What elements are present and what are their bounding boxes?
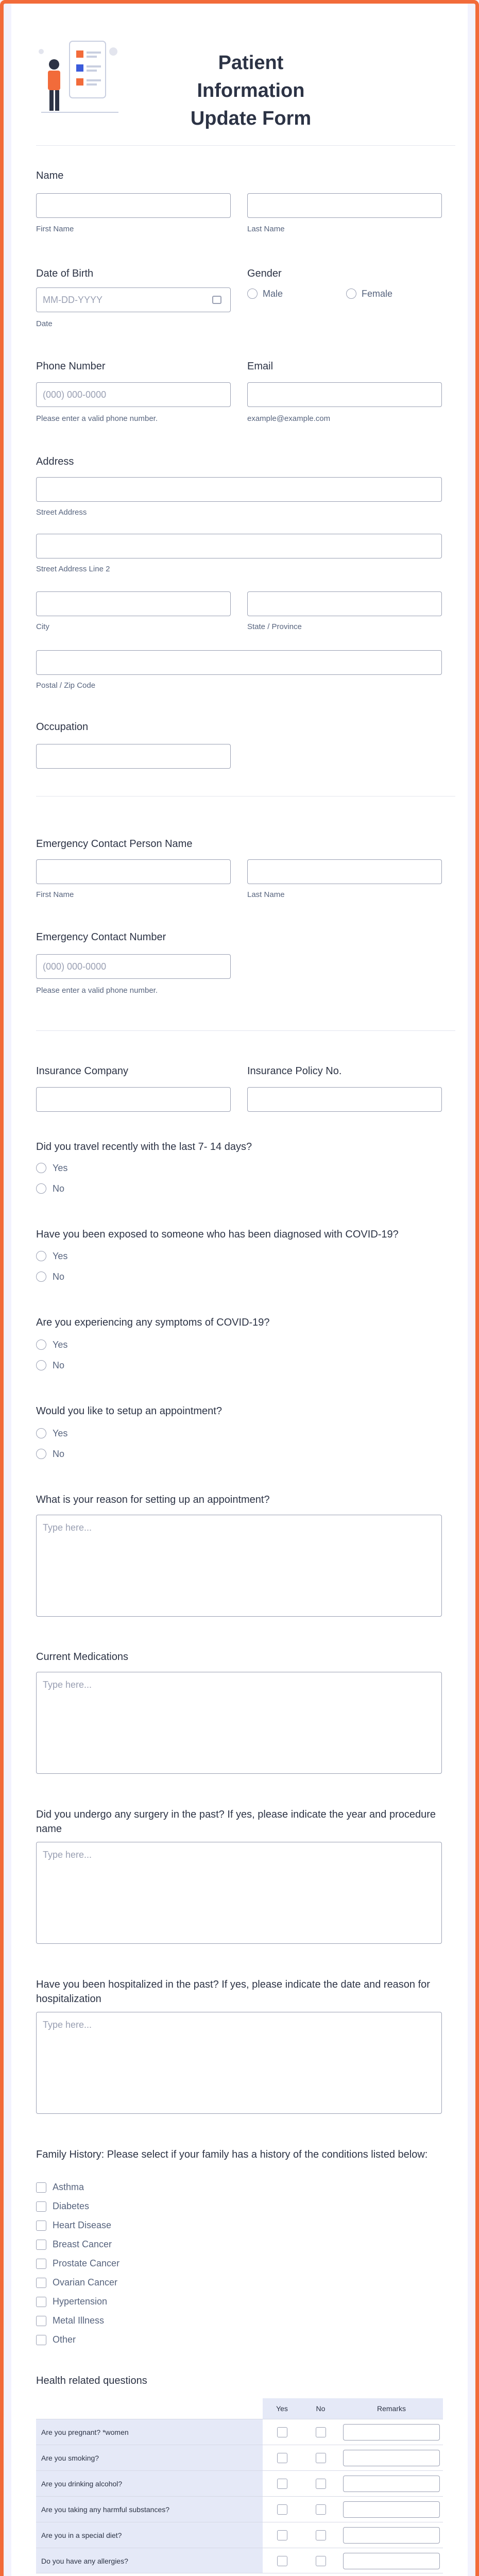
- medications-textarea[interactable]: [36, 1672, 442, 1774]
- no-checkbox[interactable]: [316, 2530, 326, 2540]
- checkbox[interactable]: [36, 2278, 46, 2288]
- symptoms-no-radio[interactable]: [36, 1360, 46, 1370]
- yes-checkbox[interactable]: [277, 2530, 287, 2540]
- appointment-no-radio[interactable]: [36, 1449, 46, 1459]
- family-item[interactable]: [36, 2197, 191, 2216]
- insurance-policy-input[interactable]: [247, 1087, 442, 1112]
- health-row: [36, 2419, 443, 2445]
- emergency-last-input[interactable]: [247, 859, 442, 884]
- emergency-phone-input[interactable]: [36, 954, 231, 979]
- page-title: Patient Information Update Form: [190, 52, 312, 129]
- travel-yes-label: Yes: [53, 1163, 68, 1173]
- family-item-label: Other: [53, 2334, 76, 2345]
- appointment-question: Would you like to setup an appointment?: [36, 1405, 222, 1417]
- appointment-yes-radio[interactable]: [36, 1428, 46, 1438]
- section-divider: [36, 1030, 455, 1031]
- name-label: Name: [36, 170, 64, 181]
- health-row-label: Are you drinking alcohol?: [41, 2480, 123, 2488]
- postal-input[interactable]: [36, 650, 442, 675]
- email-input[interactable]: [247, 382, 442, 407]
- street-sublabel: Street Address: [36, 508, 87, 517]
- dob-placeholder: MM-DD-YYYY: [43, 294, 102, 305]
- symptoms-question: Are you experiencing any symptoms of COVID-19?: [36, 1317, 270, 1328]
- health-row: [36, 2548, 443, 2573]
- travel-no-radio[interactable]: [36, 1183, 46, 1194]
- checkbox[interactable]: [36, 2221, 46, 2231]
- family-item-label: Hypertension: [53, 2296, 108, 2307]
- travel-question: Did you travel recently with the last 7- 14 days?: [36, 1141, 252, 1153]
- state-sublabel: State / Province: [247, 622, 302, 631]
- checkbox[interactable]: [36, 2316, 46, 2326]
- emergency-first-sublabel: First Name: [36, 890, 74, 899]
- remarks-input[interactable]: [343, 2424, 440, 2441]
- symptoms-yes-radio[interactable]: [36, 1340, 46, 1350]
- health-col-remarks: Remarks: [377, 2404, 406, 2413]
- reason-textarea[interactable]: [36, 1515, 442, 1617]
- hospitalized-label: Have you been hospitalized in the past? If yes, please indicate the date and reason for hospitalization: [36, 1979, 430, 2005]
- state-input[interactable]: [247, 591, 442, 616]
- family-item-label: Heart Disease: [53, 2220, 112, 2230]
- postal-sublabel: Postal / Zip Code: [36, 681, 96, 690]
- surgery-label: Did you undergo any surgery in the past? If yes, please indicate the year and procedure name: [36, 1809, 436, 1835]
- gender-label: Gender: [247, 268, 282, 279]
- health-row: [36, 2470, 443, 2496]
- phone-placeholder: (000) 000-0000: [43, 389, 107, 400]
- dob-input[interactable]: [36, 287, 231, 312]
- family-item[interactable]: [36, 2178, 191, 2197]
- emergency-name-label: Emergency Contact Person Name: [36, 838, 193, 850]
- remarks-input[interactable]: [343, 2476, 440, 2492]
- family-history-label: Family History: Please select if your family has a history of the conditions listed below:: [36, 2149, 428, 2160]
- family-item[interactable]: [36, 2235, 191, 2254]
- exposed-question: Have you been exposed to someone who has been diagnosed with COVID-19?: [36, 1229, 399, 1240]
- health-row: [36, 2445, 443, 2470]
- phone-label: Phone Number: [36, 361, 106, 372]
- reason-placeholder: Type here...: [43, 1522, 92, 1533]
- email-label: Email: [247, 361, 273, 372]
- last-name-sublabel: Last Name: [247, 225, 285, 233]
- family-item[interactable]: [36, 2255, 191, 2273]
- phone-sublabel: Please enter a valid phone number.: [36, 414, 158, 423]
- family-item-label: Diabetes: [53, 2201, 90, 2211]
- exposed-yes-label: Yes: [53, 1251, 68, 1261]
- family-item[interactable]: [36, 2331, 191, 2349]
- no-checkbox[interactable]: [316, 2479, 326, 2489]
- first-name-input[interactable]: [36, 193, 231, 218]
- checkbox[interactable]: [36, 2335, 46, 2345]
- dob-label: Date of Birth: [36, 268, 94, 279]
- checkbox[interactable]: [36, 2201, 46, 2212]
- surgery-placeholder: Type here...: [43, 1850, 92, 1860]
- family-item-label: Prostate Cancer: [53, 2258, 120, 2268]
- health-label: Health related questions: [36, 2375, 147, 2386]
- appointment-no-label: No: [53, 1449, 65, 1459]
- occupation-input[interactable]: [36, 744, 231, 769]
- street2-input[interactable]: [36, 534, 442, 558]
- form-card: [11, 0, 468, 2576]
- medications-placeholder: Type here...: [43, 1680, 92, 1690]
- family-item[interactable]: [36, 2312, 191, 2330]
- surgery-textarea[interactable]: [36, 1842, 442, 1944]
- no-checkbox[interactable]: [316, 2453, 326, 2463]
- checkbox[interactable]: [36, 2297, 46, 2307]
- reason-label: What is your reason for setting up an appointment?: [36, 1494, 270, 1505]
- gender-female-label: Female: [362, 289, 393, 299]
- health-row: [36, 2522, 443, 2548]
- travel-yes-radio[interactable]: [36, 1163, 46, 1173]
- remarks-input[interactable]: [343, 2527, 440, 2544]
- dob-sublabel: Date: [36, 319, 53, 328]
- family-item[interactable]: [36, 2274, 191, 2292]
- hospitalized-placeholder: Type here...: [43, 2020, 92, 2030]
- medications-label: Current Medications: [36, 1651, 128, 1663]
- family-item-label: Asthma: [53, 2182, 84, 2192]
- email-sublabel: example@example.com: [247, 414, 331, 423]
- health-row-label: Are you smoking?: [41, 2454, 99, 2462]
- street-input[interactable]: [36, 477, 442, 502]
- exposed-yes-radio[interactable]: [36, 1251, 46, 1261]
- checkbox[interactable]: [36, 2259, 46, 2269]
- yes-checkbox[interactable]: [277, 2453, 287, 2463]
- emergency-first-input[interactable]: [36, 859, 231, 884]
- health-row-label: Are you in a special diet?: [41, 2531, 122, 2539]
- gender-male-radio[interactable]: [247, 289, 258, 299]
- family-item[interactable]: [36, 2293, 191, 2311]
- insurance-policy-label: Insurance Policy No.: [247, 1065, 342, 1077]
- city-sublabel: City: [36, 622, 49, 631]
- family-item-label: Metal Illness: [53, 2315, 105, 2326]
- street2-sublabel: Street Address Line 2: [36, 565, 110, 573]
- health-row-label: Do you have any allergies?: [41, 2557, 128, 2565]
- occupation-label: Occupation: [36, 721, 89, 733]
- emergency-phone-label: Emergency Contact Number: [36, 931, 166, 943]
- emergency-last-sublabel: Last Name: [247, 890, 285, 899]
- city-input[interactable]: [36, 591, 231, 616]
- family-item-label: Breast Cancer: [53, 2239, 112, 2249]
- yes-checkbox[interactable]: [277, 2556, 287, 2566]
- symptoms-yes-label: Yes: [53, 1340, 68, 1350]
- family-item-label: Ovarian Cancer: [53, 2277, 118, 2287]
- remarks-input[interactable]: [343, 2450, 440, 2466]
- hospitalized-textarea[interactable]: [36, 2012, 442, 2114]
- health-col-yes: Yes: [276, 2404, 288, 2413]
- yes-checkbox[interactable]: [277, 2504, 287, 2515]
- symptoms-no-label: No: [53, 1360, 65, 1370]
- appointment-yes-label: Yes: [53, 1428, 68, 1438]
- first-name-sublabel: First Name: [36, 225, 74, 233]
- emergency-phone-sublabel: Please enter a valid phone number.: [36, 986, 158, 995]
- gender-male-label: Male: [263, 289, 283, 299]
- travel-no-label: No: [53, 1183, 65, 1194]
- gender-female-radio[interactable]: [346, 289, 356, 299]
- calendar-icon[interactable]: [212, 296, 221, 304]
- remarks-input[interactable]: [343, 2501, 440, 2518]
- yes-checkbox[interactable]: [277, 2427, 287, 2437]
- exposed-no-label: No: [53, 1272, 65, 1282]
- address-label: Address: [36, 456, 74, 467]
- remarks-input[interactable]: [343, 2553, 440, 2569]
- emergency-phone-placeholder: (000) 000-0000: [43, 961, 107, 972]
- checkbox[interactable]: [36, 2182, 46, 2193]
- exposed-no-radio[interactable]: [36, 1272, 46, 1282]
- header-divider: [36, 145, 455, 146]
- yes-checkbox[interactable]: [277, 2479, 287, 2489]
- no-checkbox[interactable]: [316, 2427, 326, 2437]
- health-row-label: Are you taking any harmful substances?: [41, 2505, 170, 2514]
- health-row-label: Are you pregnant? *women: [41, 2428, 129, 2436]
- header-illustration: [31, 36, 129, 118]
- phone-input[interactable]: [36, 382, 231, 407]
- no-checkbox[interactable]: [316, 2504, 326, 2515]
- checkbox[interactable]: [36, 2240, 46, 2250]
- no-checkbox[interactable]: [316, 2556, 326, 2566]
- health-row: [36, 2496, 443, 2522]
- health-table: [36, 2398, 443, 2576]
- health-col-no: No: [316, 2404, 326, 2413]
- family-item[interactable]: [36, 2216, 191, 2235]
- last-name-input[interactable]: [247, 193, 442, 218]
- insurance-company-label: Insurance Company: [36, 1065, 128, 1077]
- insurance-company-input[interactable]: [36, 1087, 231, 1112]
